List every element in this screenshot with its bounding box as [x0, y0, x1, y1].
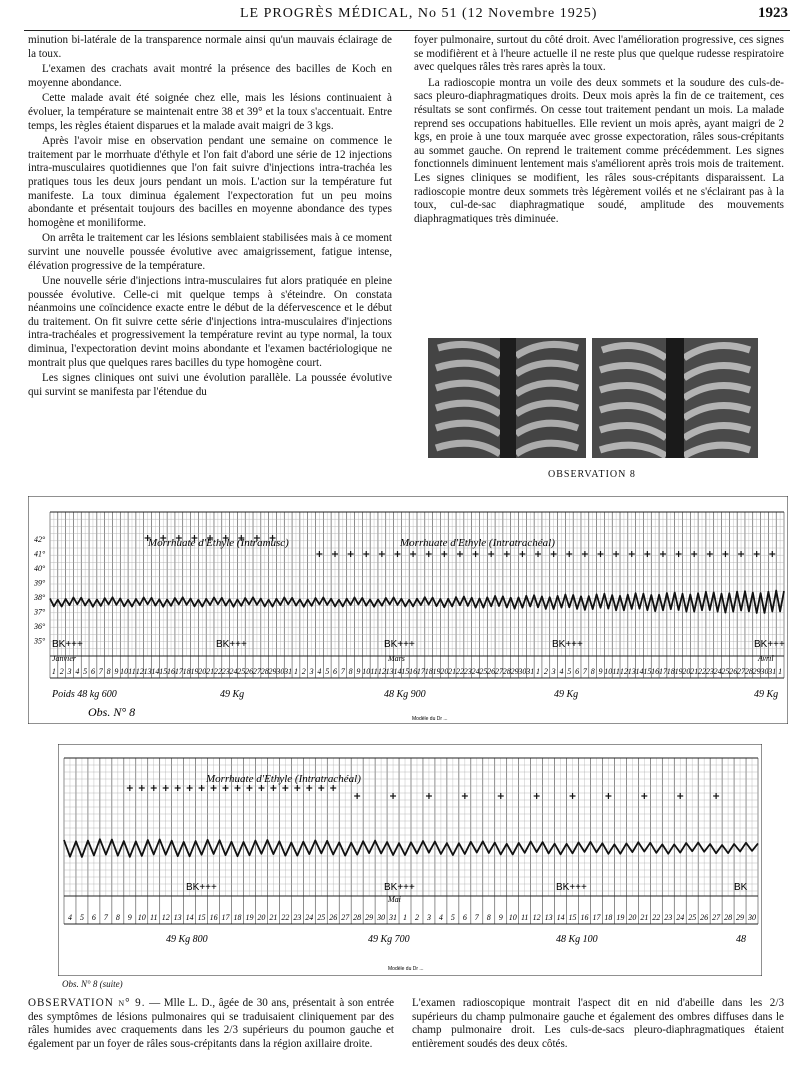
day-label: 20 — [257, 913, 266, 922]
day-label: 7 — [98, 667, 103, 676]
day-label: 1 — [536, 667, 541, 676]
day-label: 6 — [90, 667, 95, 676]
day-label: 25 — [237, 667, 246, 676]
day-label: 7 — [103, 913, 108, 922]
chart1-weight-2: 49 Kg — [220, 689, 245, 700]
day-label: 21 — [690, 667, 699, 676]
temperature-chart-2-svg — [58, 744, 762, 976]
day-label: 4 — [317, 667, 322, 676]
chart2-bk-4: BK — [734, 882, 748, 893]
page-number: 1923 — [758, 5, 788, 21]
day-label: 23 — [463, 667, 472, 676]
day-label: 11 — [520, 913, 529, 922]
day-label: 14 — [151, 667, 160, 676]
day-label: 7 — [582, 667, 587, 676]
day-label: 16 — [580, 913, 589, 922]
day-label: 11 — [612, 667, 620, 676]
temperature-tick: 41° — [34, 549, 46, 559]
xray-image-right — [592, 338, 758, 458]
chart1-bk-5: BK+++ — [754, 639, 785, 650]
chart2-bk-2: BK+++ — [384, 882, 415, 893]
chart2-annotation-1: Morrhuate d'Ethyle (Intratrachéal) — [206, 773, 361, 785]
day-label: 9 — [356, 667, 361, 676]
day-label: 6 — [91, 913, 96, 922]
day-label: 27 — [494, 667, 503, 676]
day-label: 2 — [543, 667, 548, 676]
chart2-bk-1: BK+++ — [186, 882, 217, 893]
day-label: 21 — [206, 667, 215, 676]
day-label: 25 — [688, 913, 697, 922]
radioscopy-paragraph: L'examen radioscopique montrait l'aspect dit en nid d'abeille dans les 2/3 supérieurs du champ pulmonaire gauche et également des ombres diffuses dans le champ pulmonaire droit. Les culs-de-sacs pleuro-diaphragmatiques étaient entièrement soudés des deux côtés. — [412, 997, 784, 1050]
day-label: 17 — [592, 913, 601, 922]
day-label: 12 — [161, 913, 170, 922]
day-label: 15 — [197, 913, 206, 922]
day-label: 19 — [432, 667, 441, 676]
day-label: 22 — [213, 667, 222, 676]
day-label: 28 — [744, 667, 753, 676]
header-rule — [24, 30, 790, 31]
day-label: 8 — [486, 913, 491, 922]
day-label: 27 — [712, 913, 721, 922]
day-label: 3 — [67, 667, 72, 676]
chart1-bk-3: BK+++ — [384, 639, 415, 650]
chart1-footer: Modèle du Dr ... — [412, 716, 448, 722]
day-label: 8 — [348, 667, 353, 676]
day-label: 6 — [462, 913, 467, 922]
paragraph: foyer pulmonaire, surtout du côté droit. Avec l'amélioration progressive, ces signes se modifièrent et à l'heure actuelle il ne reste plus que quelque rudesse respiratoire avec quelques râles très rares après la toux. — [414, 34, 784, 74]
day-label: 24 — [713, 667, 722, 676]
day-label: 1 — [293, 667, 298, 676]
day-label: 19 — [674, 667, 683, 676]
day-label: 1 — [778, 667, 783, 676]
chart1-weight-1: Poids 48 kg 600 — [52, 689, 117, 700]
day-label: 22 — [698, 667, 707, 676]
day-label: 30 — [377, 913, 386, 922]
day-label: 16 — [209, 913, 218, 922]
chart2-weight-2: 49 Kg 700 — [368, 934, 410, 945]
day-label: 29 — [510, 667, 519, 676]
day-label: 30 — [276, 667, 285, 676]
day-label: 7 — [474, 913, 479, 922]
day-label: 11 — [370, 667, 378, 676]
day-label: 16 — [167, 667, 176, 676]
day-label: 17 — [416, 667, 425, 676]
day-label: 20 — [198, 667, 207, 676]
day-label: 10 — [137, 913, 146, 922]
day-label: 10 — [508, 913, 517, 922]
day-label: 27 — [252, 667, 261, 676]
observation-heading: OBSERVATION n° 9. — [28, 997, 146, 1009]
day-label: 21 — [269, 913, 278, 922]
chart2-bk-3: BK+++ — [556, 882, 587, 893]
temperature-chart-1-svg — [28, 496, 788, 724]
chart2-caption: Obs. N° 8 (suite) — [62, 979, 123, 989]
day-label: 28 — [353, 913, 362, 922]
page-header — [0, 4, 800, 26]
observation-text: — Mlle L. D., âgée de 30 ans, présentait à son entrée des symptômes de lésions pulmonaires qui se traduisaient cliniquement par des râles humides avec craquements dans les 2/3 supérieurs du poumon gauche et également par un foyer de râles sous-crépitants dans la région axillaire droite. — [28, 997, 394, 1050]
day-label: 10 — [362, 667, 371, 676]
day-label: 26 — [729, 667, 738, 676]
temperature-chart-2 — [58, 744, 762, 976]
day-label: 29 — [268, 667, 277, 676]
day-label: 19 — [245, 913, 254, 922]
day-label: 20 — [440, 667, 449, 676]
day-label: 9 — [498, 913, 503, 922]
day-label: 17 — [658, 667, 667, 676]
chart1-annotation-2: Morrhuate d'Ethyle (Intratrachéal) — [400, 537, 555, 549]
day-label: 11 — [128, 667, 136, 676]
day-label: 4 — [67, 913, 72, 922]
day-label: 15 — [401, 667, 410, 676]
day-label: 9 — [127, 913, 132, 922]
day-label: 9 — [598, 667, 603, 676]
day-label: 22 — [281, 913, 290, 922]
day-label: 5 — [325, 667, 330, 676]
day-label: 18 — [424, 667, 433, 676]
day-label: 8 — [106, 667, 111, 676]
day-label: 17 — [221, 913, 230, 922]
day-label: 27 — [737, 667, 746, 676]
day-label: 31 — [526, 667, 535, 676]
chart1-bk-4: BK+++ — [552, 639, 583, 650]
paragraph: La radioscopie montra un voile des deux sommets et la soudure des culs-de-sacs pleuro-diaphragmatiques droits. Deux mois après la fin de ce traitement, ces résultats se sont confirmés. On cesse tout traitement pendant un mois. La malade reprend ses occupations habituelles. Elle revient un mois après, ayant maigri de 2 kgs, en proie à une toux marquée avec grosse expectoration, râles sous-crépitants au sommet gauche. On reprend le traitement comme précédemment. Les signes fonctionnels diminuent lentement mais s'améliorent après trois mois de traitement. Les signes cliniques se modifient, les râles sous-crépitants disparaissent. La radioscopie montre deux sommets très légèrement voilés et ne s'éclairant pas à la toux, cul-de-sac diaphragmatique soudé, amplitude des mouvements diaphragmatiques très diminuée. — [414, 76, 784, 225]
day-label: 3 — [309, 667, 314, 676]
day-label: 2 — [59, 667, 64, 676]
day-label: 18 — [182, 667, 191, 676]
chart1-bk-2: BK+++ — [216, 639, 247, 650]
day-label: 23 — [221, 667, 230, 676]
day-label: 23 — [293, 913, 302, 922]
day-label: 7 — [340, 667, 345, 676]
day-label: 31 — [389, 913, 398, 922]
day-label: 12 — [135, 667, 144, 676]
chart1-month-2: Mars — [388, 654, 405, 663]
day-label: 10 — [120, 667, 129, 676]
chart2-month-1: Mai — [388, 895, 401, 904]
temperature-tick: 37° — [34, 607, 46, 617]
day-label: 26 — [245, 667, 254, 676]
day-label: 12 — [377, 667, 386, 676]
temperature-tick: 39° — [34, 578, 46, 588]
chart1-annotation-1: Morrhuate d'Ethyle (Intramusc) — [148, 537, 289, 549]
day-label: 4 — [438, 913, 443, 922]
day-label: 13 — [627, 667, 636, 676]
day-label: 12 — [532, 913, 541, 922]
day-label: 4 — [75, 667, 80, 676]
day-label: 12 — [619, 667, 628, 676]
paragraph: On arrêta le traitement car les lésions semblaient stabilisées mais à ce moment survint une nouvelle poussée évolutive avec amaigrissement, fatigue intense, élévation progressive de la température. — [28, 232, 392, 272]
day-label: 15 — [568, 913, 577, 922]
day-label: 28 — [502, 667, 511, 676]
day-label: 30 — [760, 667, 769, 676]
chart1-bk-1: BK+++ — [52, 639, 83, 650]
chart2-weight-3: 48 Kg 100 — [556, 934, 598, 945]
day-label: 19 — [616, 913, 625, 922]
day-label: 19 — [190, 667, 199, 676]
day-label: 22 — [455, 667, 464, 676]
day-label: 2 — [414, 913, 419, 922]
day-label: 17 — [174, 667, 183, 676]
xray-image-left — [428, 338, 586, 458]
day-label: 1 — [403, 913, 408, 922]
chart1-month-3: Avril — [758, 654, 774, 663]
day-label: 16 — [409, 667, 418, 676]
day-label: 14 — [635, 667, 644, 676]
day-label: 3 — [426, 913, 431, 922]
day-label: 28 — [260, 667, 269, 676]
day-label: 22 — [652, 913, 661, 922]
day-label: 29 — [736, 913, 745, 922]
day-label: 13 — [544, 913, 553, 922]
day-label: 5 — [567, 667, 572, 676]
day-label: 28 — [724, 913, 733, 922]
day-label: 5 — [450, 913, 455, 922]
day-label: 18 — [666, 667, 675, 676]
day-label: 20 — [682, 667, 691, 676]
day-label: 15 — [159, 667, 168, 676]
temperature-tick: 42° — [34, 535, 46, 544]
temperature-tick: 35° — [34, 636, 46, 646]
paragraph: Une nouvelle série d'injections intra-musculaires fut alors pratiquée en pleine poussée évolutive. Celle-ci mit quelque temps à s'éteindre. On constata néanmoins une coïncidence exacte entre le début de la défervescence et le début du traitement. On fit suivre cette série d'injections intra-musculaires d'injections intra-trachéales et progressivement la température revint au type normal, la toux diminua, l'expectoration devint moins abondante et l'examen bactériologique ne montrait plus que quelques rares bacilles du type homogène court. — [28, 275, 392, 369]
day-label: 26 — [700, 913, 709, 922]
day-label: 2 — [301, 667, 306, 676]
day-label: 25 — [479, 667, 488, 676]
day-label: 30 — [518, 667, 527, 676]
day-label: 29 — [365, 913, 374, 922]
left-column — [28, 34, 392, 401]
day-label: 6 — [333, 667, 338, 676]
day-label: 26 — [487, 667, 496, 676]
day-label: 26 — [329, 913, 338, 922]
day-label: 1 — [51, 667, 56, 676]
chart1-month-1: Janvier — [52, 654, 76, 663]
temperature-tick: 38° — [34, 593, 46, 602]
day-label: 21 — [640, 913, 649, 922]
day-label: 23 — [664, 913, 673, 922]
day-label: 20 — [628, 913, 637, 922]
day-label: 6 — [575, 667, 580, 676]
paragraph: L'examen des crachats avait montré la présence des bacilles de Koch en moyenne abondance. — [28, 63, 392, 89]
journal-title: LE PROGRÈS MÉDICAL, No 51 (12 Novembre 1925) — [240, 6, 598, 21]
day-label: 24 — [305, 913, 314, 922]
paragraph: Les signes cliniques ont suivi une évolution parallèle. La poussée évolutive qui survint se manifesta par l'étendue du — [28, 372, 392, 398]
observation-9-paragraph — [28, 997, 394, 1051]
day-label: 16 — [651, 667, 660, 676]
temperature-tick: 40° — [34, 564, 46, 573]
day-label: 5 — [83, 667, 88, 676]
chart2-footer: Modèle du Dr ... — [388, 966, 424, 972]
day-label: 8 — [590, 667, 595, 676]
paragraph: Après l'avoir mise en observation pendant une semaine on commence le traitement par le morrhuate d'éthyle et l'on fait d'abord une série de 12 injections intra-musculaires quotidiennes que l'on fait suivre d'injections intra-trachéa les pratiques tous les deux jours pendant un mois. L'action sur la température fut manifeste. La toux diminua également l'expectoration fut un peu moins abondante et présentait toujours des bacilles en moyenne abondance des types homogène et moniliforme. — [28, 135, 392, 229]
chart1-weight-4: 49 Kg — [554, 689, 579, 700]
paragraph: Cette malade avait été soignée chez elle, mais les lésions continuaient à évoluer, la température se maintenait entre 38 et 39° et la toux s'accentuait. Entre temps, les règles étaient disparues et la malade avait maigri de 3 kgs. — [28, 92, 392, 132]
right-column — [414, 34, 784, 228]
day-label: 31 — [284, 667, 293, 676]
day-label: 13 — [173, 913, 182, 922]
paragraph: minution bi-latérale de la transparence normale ainsi qu'un mauvais éclairage de la toux. — [28, 34, 392, 60]
figure-caption: OBSERVATION 8 — [548, 469, 636, 480]
day-label: 24 — [229, 667, 238, 676]
day-label: 27 — [341, 913, 350, 922]
day-label: 25 — [721, 667, 730, 676]
day-label: 8 — [115, 913, 120, 922]
day-label: 24 — [471, 667, 480, 676]
day-label: 5 — [79, 913, 84, 922]
day-label: 29 — [752, 667, 761, 676]
temperature-tick: 36° — [34, 622, 46, 631]
chart2-weight-4: 48 — [736, 934, 746, 945]
day-label: 18 — [233, 913, 242, 922]
day-label: 31 — [768, 667, 777, 676]
day-label: 14 — [556, 913, 565, 922]
day-label: 10 — [604, 667, 613, 676]
day-label: 18 — [604, 913, 613, 922]
day-label: 30 — [748, 913, 757, 922]
day-label: 21 — [448, 667, 457, 676]
chart1-weight-3: 48 Kg 900 — [384, 689, 426, 700]
chart1-weight-5: 49 Kg — [754, 689, 779, 700]
day-label: 4 — [559, 667, 564, 676]
day-label: 24 — [676, 913, 685, 922]
day-label: 15 — [643, 667, 652, 676]
day-label: 13 — [385, 667, 394, 676]
day-label: 3 — [551, 667, 556, 676]
day-label: 11 — [150, 913, 158, 922]
temperature-chart-1 — [28, 496, 788, 724]
day-label: 14 — [393, 667, 402, 676]
chart1-obs-label: Obs. N° 8 — [88, 705, 136, 719]
day-label: 14 — [185, 913, 194, 922]
chart2-weight-1: 49 Kg 800 — [166, 934, 208, 945]
day-label: 9 — [114, 667, 119, 676]
day-label: 23 — [705, 667, 714, 676]
day-label: 25 — [317, 913, 326, 922]
day-label: 13 — [143, 667, 152, 676]
